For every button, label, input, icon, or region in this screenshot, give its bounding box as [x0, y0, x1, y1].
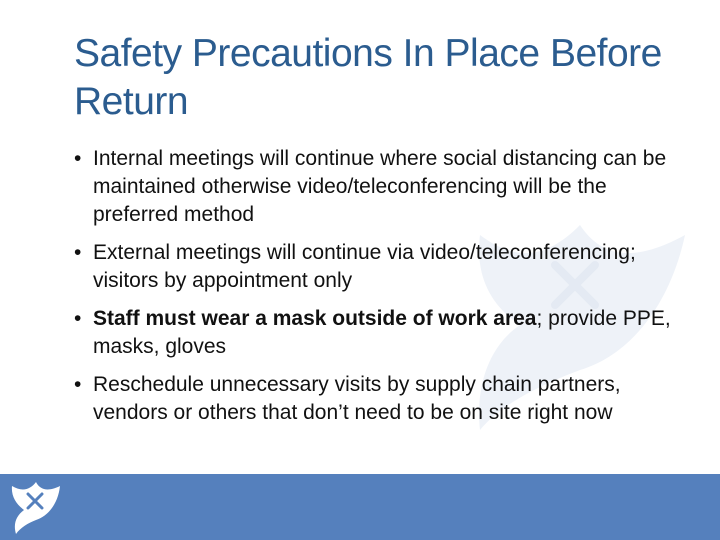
bullet-text: Internal meetings will continue where social distancing can be maintained otherwise video/teleconferencing will be the preferred method — [93, 147, 667, 226]
bullet-text: Reschedule unnecessary visits by supply chain partners, vendors or others that don’t need to be on site right now — [93, 373, 621, 424]
bullet-dot: • — [74, 241, 82, 264]
bullet-item — [74, 145, 694, 229]
bullet-item — [74, 239, 694, 295]
bullet-dot: • — [74, 307, 82, 330]
slide-title: Safety Precautions In Place Before Return — [74, 32, 662, 123]
dove-cross-logo-icon — [8, 478, 64, 536]
bullet-text: External meetings will continue via video/teleconferencing; visitors by appointment only — [93, 241, 636, 292]
bullet-dot: • — [74, 373, 82, 396]
bullet-bold-text: Staff must wear a mask outside of work area — [93, 307, 537, 330]
bullet-list — [74, 145, 694, 437]
bullet-item — [74, 305, 694, 361]
bullet-item — [74, 371, 694, 427]
bullet-dot: • — [74, 147, 82, 170]
bullet-text: ; provide PPE, masks, gloves — [93, 307, 671, 358]
footer-bar — [0, 474, 720, 540]
